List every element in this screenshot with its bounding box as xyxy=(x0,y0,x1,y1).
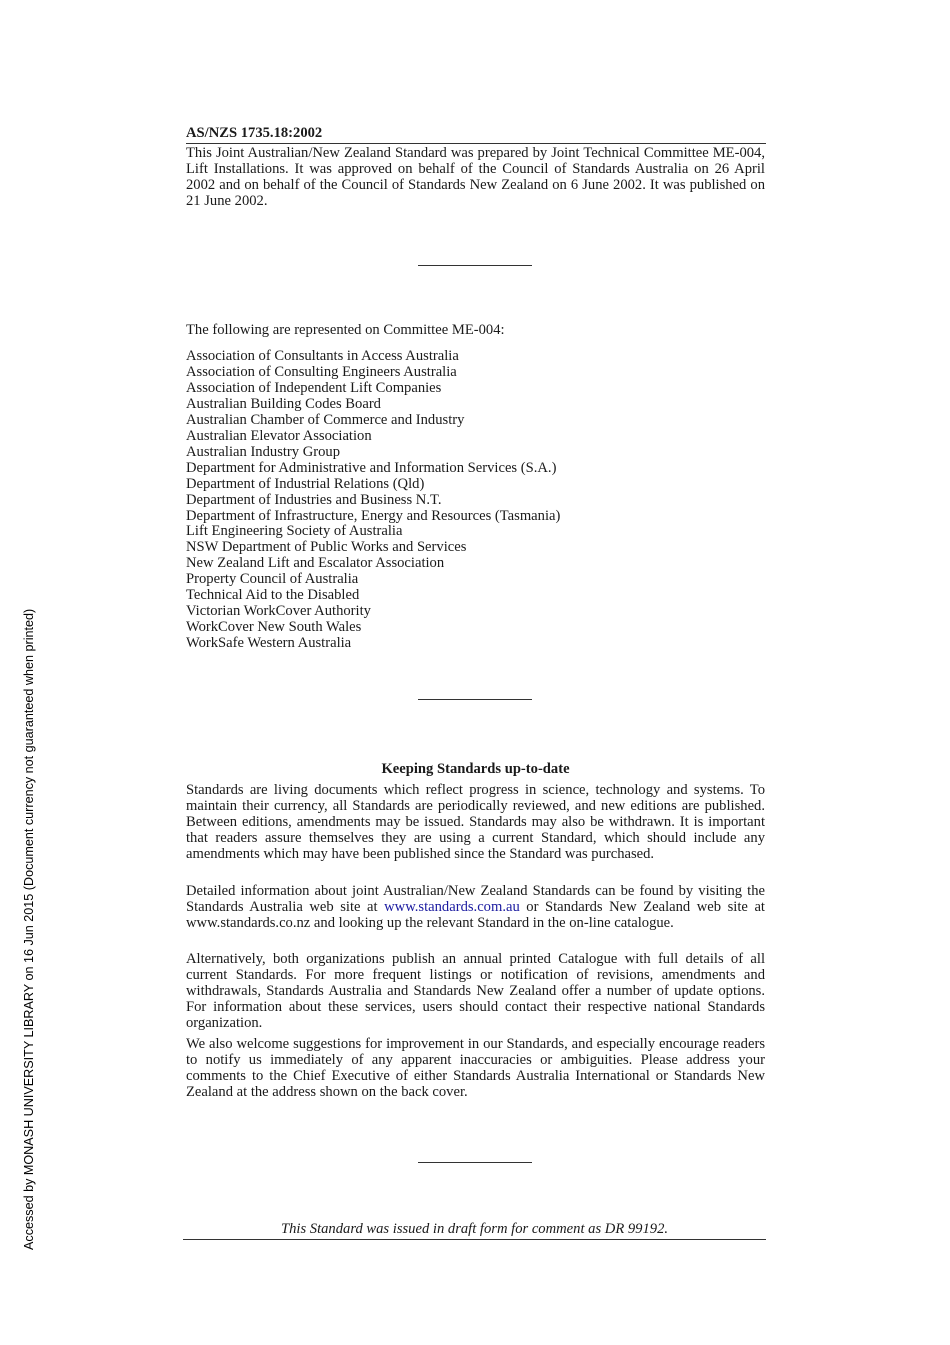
list-item: WorkSafe Western Australia xyxy=(186,635,352,652)
divider-rule xyxy=(418,1162,532,1163)
list-item: Department of Industries and Business N.T. xyxy=(186,491,442,508)
list-item: Australian Industry Group xyxy=(186,443,341,460)
list-item: NSW Department of Public Works and Services xyxy=(186,539,467,556)
list-item: Association of Consulting Engineers Australia xyxy=(186,363,457,380)
list-item: Department of Industrial Relations (Qld) xyxy=(186,475,425,492)
paragraph-text: or Standards New Zealand web site at www.standards.co.nz and looking up the relevant Standard in the on-line catalogue. xyxy=(186,899,765,931)
list-item: Property Council of Australia xyxy=(186,571,359,588)
paragraph-text: Detailed information about joint Australian/New Zealand Standards can be found by visiting the Standards Australia web site at xyxy=(186,883,765,915)
list-item: Association of Consultants in Access Australia xyxy=(186,348,459,364)
list-item: Lift Engineering Society of Australia xyxy=(186,523,403,540)
list-item: Department for Administrative and Information Services (S.A.) xyxy=(186,459,557,476)
standards-website-link[interactable]: www.standards.com.au xyxy=(384,899,520,915)
paragraph-detailed-information xyxy=(186,883,765,931)
section-heading: Keeping Standards up-to-date xyxy=(381,761,570,777)
committee-title: The following are represented on Committee ME-004: xyxy=(186,322,505,338)
list-item: New Zealand Lift and Escalator Association xyxy=(186,555,445,572)
paragraph-suggestions: We also welcome suggestions for improvement in our Standards, and especially encourage readers to notify us immediately of any apparent inaccuracies or ambiguities. Please address your comments to the Chief Executive of either Standards Australia International or Standards New Zealand at the address shown on the back cover. xyxy=(186,1036,765,1100)
document-id: AS/NZS 1735.18:2002 xyxy=(186,125,766,144)
list-item: WorkCover New South Wales xyxy=(186,619,362,636)
paragraph-catalogue: Alternatively, both organizations publish an annual printed Catalogue with full details of all current Standards. For more frequent listings or notification of revisions, amendments and withdrawals, Standards Australia and Standards New Zealand offer a number of update options. For information about these services, users should contact their respective national Standards organization. xyxy=(186,951,765,1031)
divider-rule xyxy=(418,265,532,266)
committee-member-list xyxy=(186,349,560,652)
list-item: Australian Chamber of Commerce and Industry xyxy=(186,411,465,428)
list-item: Australian Elevator Association xyxy=(186,427,372,444)
list-item: Association of Independent Lift Companies xyxy=(186,379,442,396)
intro-paragraph: This Joint Australian/New Zealand Standard was prepared by Joint Technical Committee ME-004, Lift Installations. It was approved on behalf of the Council of Standards Australia on 26 April 2002 and on behalf of the Council of Standards New Zealand on 6 June 2002. It was published on 21 June 2002. xyxy=(186,145,765,209)
divider-rule xyxy=(418,699,532,700)
list-item: Victorian WorkCover Authority xyxy=(186,603,371,620)
access-watermark: Accessed by MONASH UNIVERSITY LIBRARY on 16 Jun 2015 (Document currency not guaranteed when printed) xyxy=(22,608,36,1250)
paragraph-living-documents: Standards are living documents which reflect progress in science, technology and systems. To maintain their currency, all Standards are periodically reviewed, and new editions are published. Between editions, amendments may be issued. Standards may also be withdrawn. It is important that readers assure themselves they are using a current Standard, which should include any amendments which may have been published since the Standard was purchased. xyxy=(186,782,765,862)
list-item: Technical Aid to the Disabled xyxy=(186,587,360,604)
list-item: Department of Infrastructure, Energy and Resources (Tasmania) xyxy=(186,507,561,524)
draft-note: This Standard was issued in draft form for comment as DR 99192. xyxy=(183,1221,766,1240)
list-item: Australian Building Codes Board xyxy=(186,395,381,412)
